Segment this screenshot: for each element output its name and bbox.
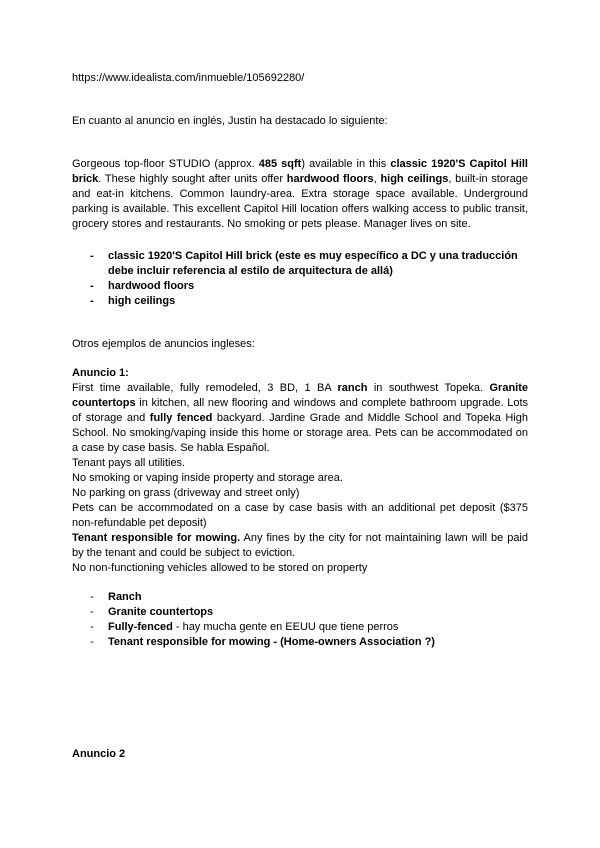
anuncio1-mowing: Tenant responsible for mowing. Any fines by the city for not maintaining lawn will be paid by the tenant and could be subject to eviction. [72,532,528,559]
other-examples-heading: Otros ejemplos de anuncios ingleses: [72,338,255,350]
anuncio1-parking: No parking on grass (driveway and street only) [72,487,300,499]
anuncio1-utilities: Tenant pays all utilities. [72,457,186,469]
list-item: - hardwood floors [90,279,528,294]
anuncio1-heading: Anuncio 1: [72,367,129,379]
list-item: - high ceilings [90,294,528,309]
list-item: - Ranch [90,590,528,605]
anuncio2-heading: Anuncio 2 [72,748,126,760]
anuncio1-points-list [72,590,528,650]
listing-paragraph: Gorgeous top-floor STUDIO (approx. 485 sqft) available in this classic 1920'S Capitol Hill brick. These highly sought after units offer hardwood floors, high ceilings, built-in storage and eat-in kitchens. Common laundry-area. Extra storage space available. Underground parking is available. This excellent Capitol Hill location offers walking access to public transit, grocery stores and restaurants. No smoking or pets please. Manager lives on site. [72,158,528,230]
list-item: - Fully-fenced - hay mucha gente en EEUU que tiene perros [90,620,528,635]
highlights-list [72,249,528,309]
list-item: - Tenant responsible for mowing - (Home-owners Association ?) [90,635,528,650]
anuncio1-vehicles: No non-functioning vehicles allowed to be stored on property [72,562,368,574]
anuncio1-pets: Pets can be accommodated on a case by case basis with an additional pet deposit ($375 non-refundable pet deposit) [72,502,528,529]
list-item: - Granite countertops [90,605,528,620]
anuncio1-smoking: No smoking or vaping inside property and storage area. [72,472,343,484]
intro-paragraph: En cuanto al anuncio en inglés, Justin ha destacado lo siguiente: [72,115,388,127]
listing-url[interactable]: https://www.idealista.com/inmueble/105692280/ [72,72,305,84]
document-body [72,71,528,650]
anuncio1-paragraph: First time available, fully remodeled, 3 BD, 1 BA ranch in southwest Topeka. Granite countertops in kitchen, all new flooring and windows and complete bathroom upgrade. Lots of storage and fully fenced backyard. Jardine Grade and Middle School and Topeka High School. No smoking/vaping inside this home or storage area. Pets can be accommodated on a case by case basis. Se habla Español. [72,382,529,454]
list-item: - classic 1920'S Capitol Hill brick (este es muy específico a DC y una traducción debe incluir referencia al estilo de arquitectura de allá) [90,249,528,279]
